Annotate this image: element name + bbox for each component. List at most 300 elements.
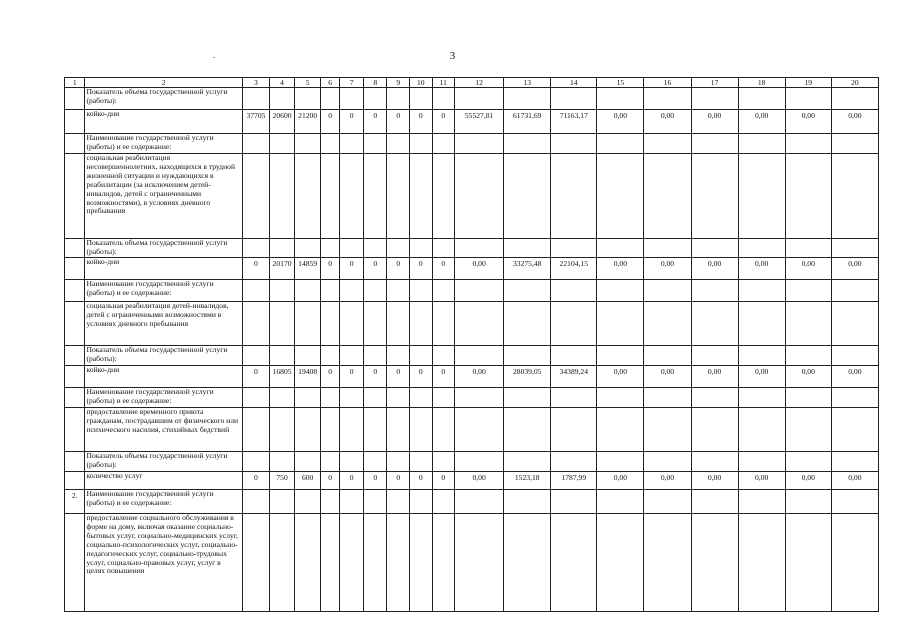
value-cell: [243, 302, 270, 346]
value-cell: [410, 302, 433, 346]
table-row-label: [65, 134, 879, 154]
value-cell: [785, 134, 831, 154]
value-cell: 0,00: [455, 472, 504, 490]
value-cell: [295, 346, 321, 366]
value-cell: 0,00: [644, 366, 691, 388]
value-cell: 0,00: [831, 472, 878, 490]
value-cell: [432, 346, 455, 366]
value-cell: [295, 408, 321, 452]
column-number-cell: 4: [269, 78, 295, 88]
value-cell: [320, 280, 339, 302]
value-cell: [831, 514, 878, 612]
value-cell: [691, 154, 738, 239]
value-cell: [785, 280, 831, 302]
value-cell: [644, 154, 691, 239]
scan-speck: .: [213, 50, 216, 60]
value-cell: [785, 514, 831, 612]
value-cell: 0: [410, 366, 433, 388]
column-number-cell: 8: [363, 78, 387, 88]
value-cell: 71163,17: [551, 110, 597, 134]
value-cell: 600: [295, 472, 321, 490]
value-cell: [504, 239, 551, 258]
column-number-cell: 19: [785, 78, 831, 88]
value-cell: [831, 490, 878, 514]
value-cell: 0,00: [455, 258, 504, 280]
value-cell: 34389,24: [551, 366, 597, 388]
value-cell: [320, 239, 339, 258]
value-cell: 0: [432, 110, 455, 134]
row-description-cell: Наименование государственной услуги (работы) и ее содержание:: [85, 388, 243, 408]
value-cell: 0: [432, 472, 455, 490]
value-cell: [644, 514, 691, 612]
row-description-cell: койко-дни: [85, 110, 243, 134]
value-cell: [551, 239, 597, 258]
value-cell: 0,00: [597, 258, 644, 280]
value-cell: 0,00: [691, 366, 738, 388]
value-cell: [295, 280, 321, 302]
column-number-cell: 12: [455, 78, 504, 88]
value-cell: [738, 452, 785, 472]
value-cell: [644, 302, 691, 346]
value-cell: [455, 302, 504, 346]
value-cell: [504, 302, 551, 346]
value-cell: [269, 134, 295, 154]
value-cell: [295, 88, 321, 110]
value-cell: [738, 239, 785, 258]
value-cell: [597, 154, 644, 239]
value-cell: 0,00: [831, 258, 878, 280]
value-cell: [504, 408, 551, 452]
value-cell: [320, 408, 339, 452]
value-cell: 0: [340, 110, 364, 134]
value-cell: [243, 346, 270, 366]
value-cell: 0,00: [644, 258, 691, 280]
value-cell: 0: [243, 366, 270, 388]
value-cell: 0: [320, 258, 339, 280]
value-cell: [320, 346, 339, 366]
value-cell: [644, 239, 691, 258]
value-cell: [738, 388, 785, 408]
value-cell: [691, 388, 738, 408]
value-cell: [455, 408, 504, 452]
header-row: [65, 78, 879, 88]
value-cell: [738, 408, 785, 452]
table-row-label: [65, 302, 879, 346]
table-body: [65, 78, 879, 612]
value-cell: [320, 388, 339, 408]
value-cell: [363, 514, 387, 612]
value-cell: [269, 154, 295, 239]
value-cell: [340, 134, 364, 154]
row-index-cell: [65, 408, 85, 452]
value-cell: [295, 452, 321, 472]
value-cell: [831, 154, 878, 239]
table-row-label: [65, 280, 879, 302]
value-cell: [597, 302, 644, 346]
budget-table: [64, 77, 879, 612]
table-row-label: [65, 388, 879, 408]
value-cell: [597, 88, 644, 110]
value-cell: [432, 490, 455, 514]
value-cell: 0: [363, 258, 387, 280]
value-cell: 0,00: [691, 110, 738, 134]
row-index-cell: [65, 134, 85, 154]
value-cell: [410, 490, 433, 514]
value-cell: [295, 514, 321, 612]
value-cell: [269, 280, 295, 302]
row-index-cell: [65, 514, 85, 612]
row-description-cell: Наименование государственной услуги (работы) и ее содержание:: [85, 280, 243, 302]
value-cell: [597, 514, 644, 612]
value-cell: [295, 388, 321, 408]
column-number-cell: 11: [432, 78, 455, 88]
row-description-cell: Наименование государственной услуги (работы) и ее содержание:: [85, 490, 243, 514]
value-cell: 20600: [269, 110, 295, 134]
value-cell: [320, 490, 339, 514]
value-cell: [785, 490, 831, 514]
row-description-cell: Наименование государственной услуги (работы) и ее содержание:: [85, 134, 243, 154]
value-cell: [363, 388, 387, 408]
value-cell: 61731,69: [504, 110, 551, 134]
value-cell: [551, 88, 597, 110]
value-cell: [691, 490, 738, 514]
value-cell: [644, 134, 691, 154]
value-cell: [387, 88, 410, 110]
value-cell: [269, 88, 295, 110]
value-cell: [387, 134, 410, 154]
value-cell: [387, 302, 410, 346]
row-description-cell: койко-дни: [85, 258, 243, 280]
column-number-cell: 15: [597, 78, 644, 88]
value-cell: [551, 302, 597, 346]
value-cell: 33275,48: [504, 258, 551, 280]
value-cell: [738, 346, 785, 366]
value-cell: [243, 280, 270, 302]
value-cell: [387, 388, 410, 408]
value-cell: 0: [387, 110, 410, 134]
value-cell: 0: [320, 366, 339, 388]
value-cell: [363, 452, 387, 472]
value-cell: [340, 346, 364, 366]
value-cell: [551, 134, 597, 154]
column-number-cell: 14: [551, 78, 597, 88]
value-cell: 0,00: [597, 366, 644, 388]
table-row-label: [65, 514, 879, 612]
value-cell: [320, 134, 339, 154]
value-cell: [410, 239, 433, 258]
value-cell: [432, 134, 455, 154]
value-cell: [831, 134, 878, 154]
value-cell: [597, 490, 644, 514]
value-cell: [551, 514, 597, 612]
value-cell: [269, 408, 295, 452]
value-cell: [295, 239, 321, 258]
value-cell: [295, 154, 321, 239]
value-cell: [387, 239, 410, 258]
row-description-cell: Показатель объема государственной услуги (работы):: [85, 88, 243, 110]
value-cell: [320, 514, 339, 612]
value-cell: [363, 134, 387, 154]
value-cell: 28039,05: [504, 366, 551, 388]
value-cell: [691, 239, 738, 258]
table-row-label: [65, 490, 879, 514]
value-cell: 0: [320, 110, 339, 134]
value-cell: [831, 388, 878, 408]
value-cell: [269, 490, 295, 514]
value-cell: [504, 514, 551, 612]
row-description-cell: количество услуг: [85, 472, 243, 490]
value-cell: [243, 88, 270, 110]
value-cell: [504, 154, 551, 239]
value-cell: 0: [340, 472, 364, 490]
value-cell: [320, 452, 339, 472]
row-description-cell: предоставление социального обслуживания в форме на дому, включая оказание социально-бытовых услуг, социально-медицинских услуг, социально-психологических услуг, социально-педагогических услуг, социально-трудовых услуг, социально-правовых услуг, услуг в целях повышения: [85, 514, 243, 612]
value-cell: [432, 88, 455, 110]
value-cell: [269, 302, 295, 346]
table-row-label: [65, 452, 879, 472]
value-cell: [410, 280, 433, 302]
value-cell: 1523,18: [504, 472, 551, 490]
value-cell: [455, 490, 504, 514]
value-cell: [785, 408, 831, 452]
value-cell: [387, 154, 410, 239]
value-cell: 14859: [295, 258, 321, 280]
value-cell: [785, 452, 831, 472]
value-cell: [410, 346, 433, 366]
value-cell: 0,00: [738, 110, 785, 134]
column-number-cell: 16: [644, 78, 691, 88]
value-cell: [504, 280, 551, 302]
column-number-cell: 18: [738, 78, 785, 88]
value-cell: [340, 388, 364, 408]
value-cell: 0: [387, 258, 410, 280]
value-cell: 0: [410, 258, 433, 280]
value-cell: 0: [243, 472, 270, 490]
value-cell: [269, 346, 295, 366]
value-cell: [597, 134, 644, 154]
value-cell: [269, 388, 295, 408]
column-number-cell: 7: [340, 78, 364, 88]
value-cell: 0: [320, 472, 339, 490]
value-cell: [432, 408, 455, 452]
row-index-cell: [65, 110, 85, 134]
value-cell: [432, 280, 455, 302]
value-cell: [551, 346, 597, 366]
table-row-values: [65, 366, 879, 388]
value-cell: [738, 514, 785, 612]
value-cell: 0: [432, 258, 455, 280]
row-index-cell: [65, 302, 85, 346]
value-cell: 0,00: [644, 472, 691, 490]
value-cell: 0: [410, 110, 433, 134]
table-row-label: [65, 88, 879, 110]
row-index-cell: [65, 346, 85, 366]
value-cell: [363, 408, 387, 452]
column-number-cell: 13: [504, 78, 551, 88]
value-cell: [243, 408, 270, 452]
value-cell: 0,00: [597, 472, 644, 490]
value-cell: [410, 134, 433, 154]
value-cell: 0: [363, 472, 387, 490]
value-cell: [644, 346, 691, 366]
value-cell: 0: [243, 258, 270, 280]
value-cell: 20170: [269, 258, 295, 280]
value-cell: [738, 280, 785, 302]
value-cell: 0: [432, 366, 455, 388]
value-cell: 1787,99: [551, 472, 597, 490]
value-cell: [295, 490, 321, 514]
value-cell: [785, 346, 831, 366]
column-number-cell: 17: [691, 78, 738, 88]
value-cell: [340, 280, 364, 302]
value-cell: [340, 452, 364, 472]
row-index-cell: [65, 472, 85, 490]
value-cell: [691, 514, 738, 612]
value-cell: 0,00: [785, 258, 831, 280]
value-cell: 21200: [295, 110, 321, 134]
value-cell: [785, 88, 831, 110]
row-description-cell: социальная реабилитация несовершеннолетних, находящихся в трудной жизненной ситуации и нуждающихся в реабилитации (за исключением детей-инвалидов, детей с ограниченными возможностями), в условиях дневного пребывания: [85, 154, 243, 239]
value-cell: [340, 514, 364, 612]
value-cell: [455, 514, 504, 612]
value-cell: [387, 280, 410, 302]
value-cell: 55527,81: [455, 110, 504, 134]
value-cell: [831, 88, 878, 110]
value-cell: 0,00: [738, 472, 785, 490]
value-cell: [387, 514, 410, 612]
value-cell: [551, 452, 597, 472]
value-cell: [738, 154, 785, 239]
value-cell: [455, 346, 504, 366]
value-cell: 0: [387, 472, 410, 490]
value-cell: [363, 239, 387, 258]
value-cell: [387, 346, 410, 366]
value-cell: [340, 88, 364, 110]
value-cell: [691, 302, 738, 346]
column-number-cell: 10: [410, 78, 433, 88]
value-cell: 0: [363, 110, 387, 134]
value-cell: [691, 346, 738, 366]
row-description-cell: Показатель объема государственной услуги (работы):: [85, 239, 243, 258]
value-cell: [432, 154, 455, 239]
value-cell: [504, 88, 551, 110]
row-index-cell: [65, 88, 85, 110]
value-cell: [455, 280, 504, 302]
value-cell: [738, 88, 785, 110]
value-cell: 0: [340, 366, 364, 388]
row-description-cell: предоставление временного приюта гражданам, пострадавшим от физического или психического насилия, стихийных бедствий: [85, 408, 243, 452]
value-cell: [363, 154, 387, 239]
value-cell: [340, 490, 364, 514]
value-cell: [831, 452, 878, 472]
value-cell: [831, 302, 878, 346]
value-cell: [243, 514, 270, 612]
value-cell: 19408: [295, 366, 321, 388]
value-cell: [410, 408, 433, 452]
row-index-cell: 2.: [65, 490, 85, 514]
page-number: 3: [449, 50, 456, 62]
value-cell: 0,00: [831, 110, 878, 134]
value-cell: [432, 514, 455, 612]
value-cell: [320, 302, 339, 346]
row-description-cell: Показатель объема государственной услуги (работы):: [85, 346, 243, 366]
value-cell: [340, 239, 364, 258]
row-index-cell: [65, 366, 85, 388]
value-cell: [597, 452, 644, 472]
value-cell: [410, 388, 433, 408]
value-cell: 750: [269, 472, 295, 490]
value-cell: [340, 154, 364, 239]
value-cell: [691, 452, 738, 472]
value-cell: [597, 239, 644, 258]
value-cell: [243, 490, 270, 514]
value-cell: 0: [387, 366, 410, 388]
value-cell: [644, 408, 691, 452]
value-cell: [387, 490, 410, 514]
value-cell: [551, 280, 597, 302]
value-cell: [504, 134, 551, 154]
table-row-values: [65, 472, 879, 490]
value-cell: 0,00: [691, 472, 738, 490]
value-cell: [551, 490, 597, 514]
table-row-label: [65, 408, 879, 452]
value-cell: [320, 154, 339, 239]
value-cell: [738, 134, 785, 154]
value-cell: [269, 452, 295, 472]
value-cell: [785, 388, 831, 408]
value-cell: [644, 490, 691, 514]
value-cell: [243, 134, 270, 154]
value-cell: [410, 452, 433, 472]
value-cell: 0: [340, 258, 364, 280]
value-cell: [504, 388, 551, 408]
value-cell: [691, 134, 738, 154]
value-cell: [691, 280, 738, 302]
row-description-cell: Показатель объема государственной услуги (работы):: [85, 452, 243, 472]
value-cell: [387, 452, 410, 472]
column-number-cell: 1: [65, 78, 85, 88]
value-cell: [597, 346, 644, 366]
value-cell: [691, 88, 738, 110]
value-cell: [644, 280, 691, 302]
value-cell: [738, 302, 785, 346]
value-cell: 0: [410, 472, 433, 490]
column-number-cell: 3: [243, 78, 270, 88]
value-cell: [363, 280, 387, 302]
value-cell: [455, 88, 504, 110]
value-cell: 16805: [269, 366, 295, 388]
value-cell: [387, 408, 410, 452]
value-cell: [243, 239, 270, 258]
value-cell: [363, 88, 387, 110]
value-cell: [432, 388, 455, 408]
row-index-cell: [65, 258, 85, 280]
column-number-cell: 6: [320, 78, 339, 88]
row-index-cell: [65, 154, 85, 239]
value-cell: [410, 514, 433, 612]
value-cell: [644, 452, 691, 472]
value-cell: [455, 388, 504, 408]
table-row-label: [65, 346, 879, 366]
value-cell: [455, 134, 504, 154]
value-cell: [785, 302, 831, 346]
value-cell: [831, 346, 878, 366]
value-cell: 0,00: [738, 258, 785, 280]
value-cell: [269, 239, 295, 258]
value-cell: [243, 154, 270, 239]
row-index-cell: [65, 452, 85, 472]
value-cell: [363, 490, 387, 514]
